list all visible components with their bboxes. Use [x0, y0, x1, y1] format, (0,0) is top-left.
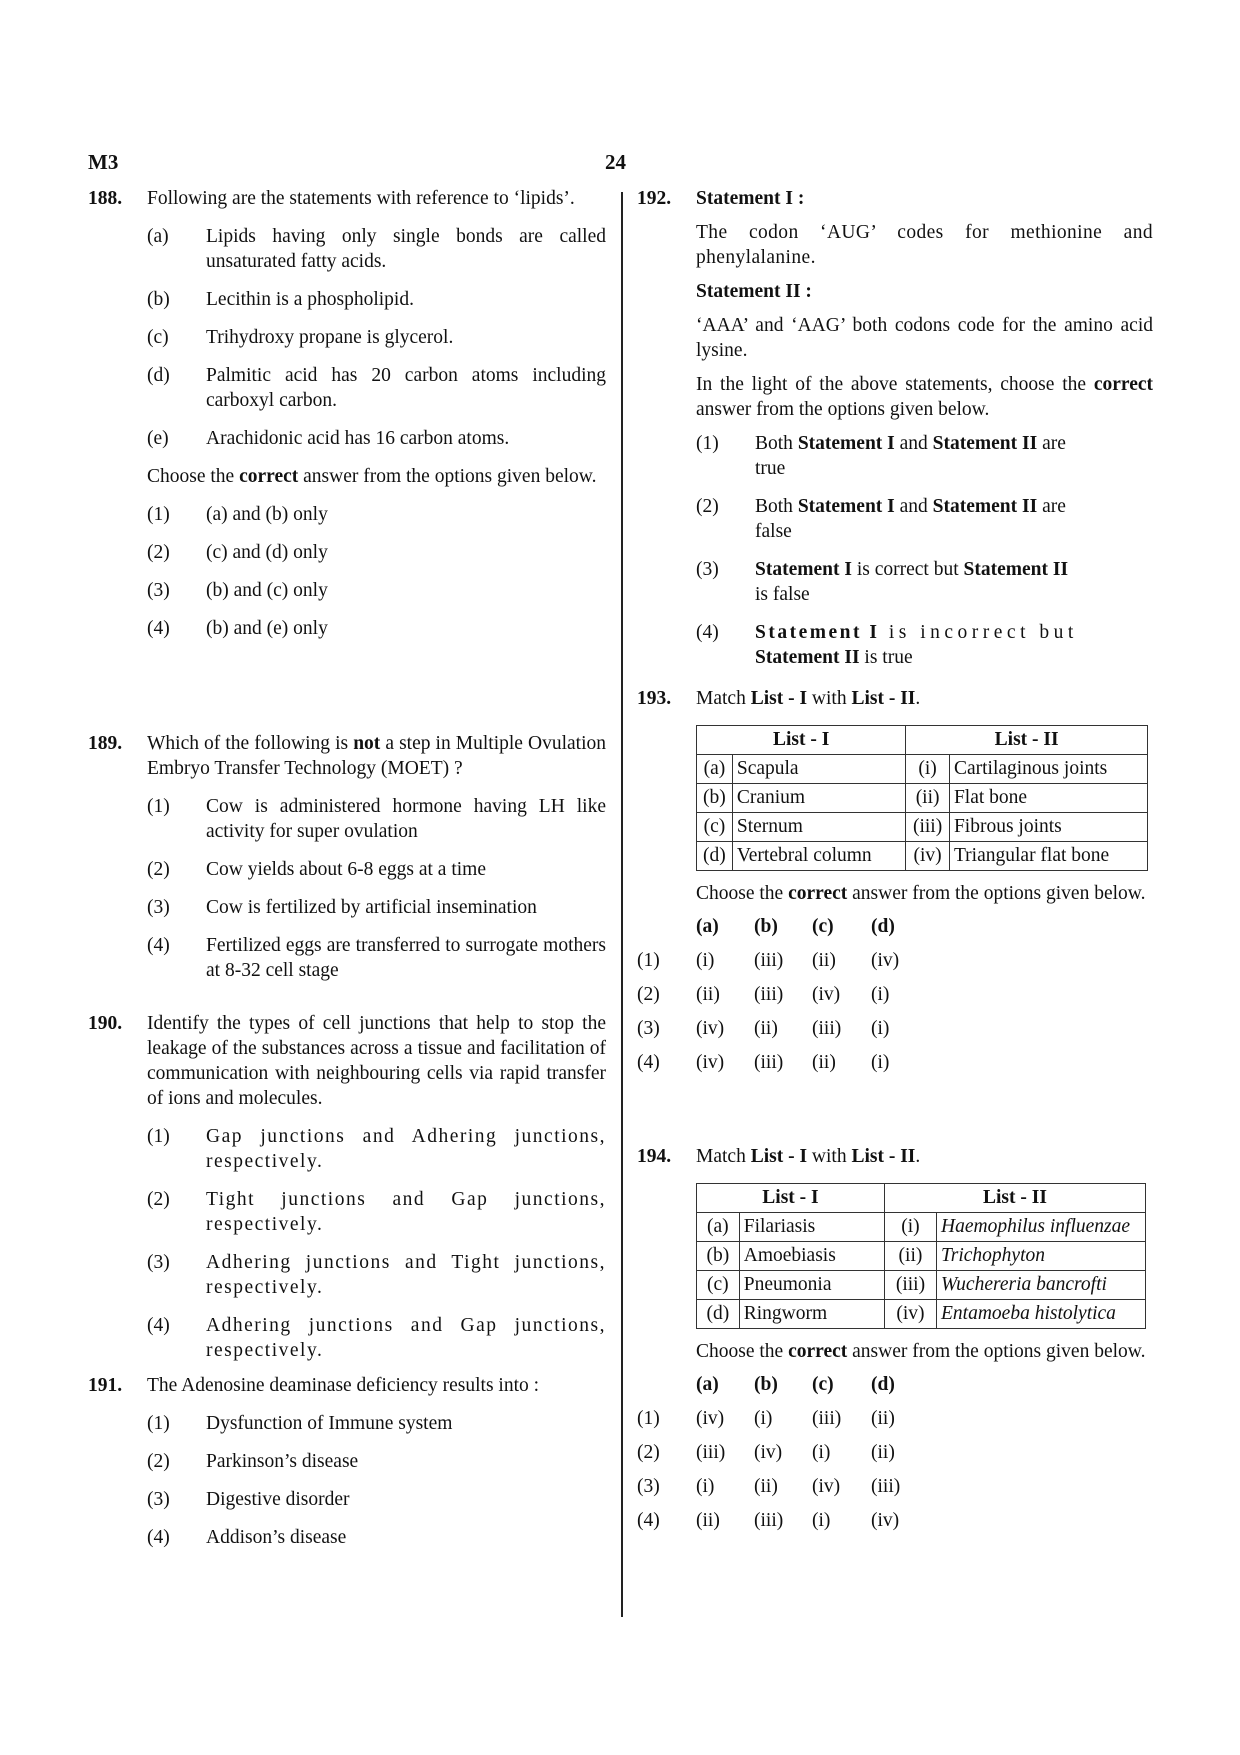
question-191 [88, 1373, 606, 1563]
statement-text: Trihydroxy propane is glycerol. [206, 327, 454, 348]
question-190 [88, 1011, 606, 1376]
choose-instruction: Choose the correct answer from the options given below. [696, 883, 1146, 904]
option-text: Both Statement I and Statement II are false [755, 496, 1066, 542]
match-table [696, 725, 1148, 871]
answer-option-1: (1) (i) (iii) (ii) (iv) [637, 950, 900, 971]
statement-e [147, 426, 606, 451]
option-3 [147, 1487, 606, 1512]
statement-1-heading: Statement I : [696, 188, 805, 209]
row-label: (i) [906, 755, 950, 784]
option-label: (4) [147, 935, 170, 956]
option-label: (3) [147, 1489, 170, 1510]
table-row [697, 784, 1148, 813]
statement-text: Lecithin is a phospholipid. [206, 289, 414, 310]
row-label: (iii) [906, 813, 950, 842]
option-label: (1) [696, 433, 719, 454]
option-3 [147, 578, 606, 603]
question-189 [88, 731, 606, 996]
question-text: Which of the following is not a step in Multiple Ovulation Embryo Transfer Technology (MOET) ? [147, 733, 606, 779]
table-row [697, 842, 1148, 871]
option-text: (a) and (b) only [206, 504, 328, 525]
question-number: 189. [88, 733, 123, 754]
question-192 [637, 186, 1153, 683]
answer-options [637, 1372, 929, 1542]
statement-label: (d) [147, 365, 170, 386]
answer-option-2: (2) (ii) (iii) (iv) (i) [637, 984, 890, 1005]
answer-options [637, 914, 929, 1084]
option-1 [147, 502, 606, 527]
list-1-item: Sternum [732, 813, 905, 842]
table-row [697, 1300, 1146, 1329]
option-text: Adhering junctions and Gap junctions, respectively. [206, 1315, 606, 1361]
option-text: (c) and (d) only [206, 542, 328, 563]
column-header: (b) [754, 916, 778, 937]
row-label: (b) [697, 1242, 740, 1271]
choose-instruction: Choose the correct answer from the options given below. [696, 1341, 1146, 1362]
list-2-item: Triangular flat bone [949, 842, 1147, 871]
answer-option-4: (4) (ii) (iii) (i) (iv) [637, 1510, 900, 1531]
option-label: (2) [696, 496, 719, 517]
row-label: (b) [697, 784, 733, 813]
column-header: (c) [812, 1374, 834, 1395]
question-number: 194. [637, 1146, 672, 1167]
statement-c [147, 325, 606, 350]
option-4 [147, 933, 606, 983]
table-row [697, 1271, 1146, 1300]
statement-text: Lipids having only single bonds are called unsaturated fatty acids. [206, 226, 606, 272]
question-text: Match List - I with List - II. [696, 688, 921, 709]
option-text: Statement I is correct but Statement II is false [755, 559, 1069, 605]
option-text: Cow yields about 6-8 eggs at a time [206, 859, 486, 880]
option-label: (1) [147, 796, 170, 817]
table-row [697, 1242, 1146, 1271]
option-label: (4) [147, 1527, 170, 1548]
answer-option-2: (2) (iii) (iv) (i) (ii) [637, 1442, 895, 1463]
option-text: Both Statement I and Statement II are true [755, 433, 1066, 479]
option-text: Adhering junctions and Tight junctions, respectively. [206, 1252, 606, 1298]
row-label: (c) [697, 1271, 740, 1300]
option-label: (1) [147, 1413, 170, 1434]
table-row [697, 1213, 1146, 1242]
option-2 [147, 857, 606, 882]
list-2-header: List - II [906, 726, 1148, 755]
list-1-item: Cranium [732, 784, 905, 813]
option-3 [147, 1250, 606, 1300]
list-2-item: Fibrous joints [949, 813, 1147, 842]
column-header: (d) [871, 916, 895, 937]
question-193 [637, 686, 1153, 1084]
row-label: (iii) [884, 1271, 936, 1300]
light-instruction: In the light of the above statements, choose the correct answer from the options given below. [696, 374, 1153, 420]
option-text: (b) and (e) only [206, 618, 328, 639]
list-1-header: List - I [697, 726, 906, 755]
list-2-header: List - II [884, 1184, 1145, 1213]
option-3 [147, 895, 606, 920]
option-text: Digestive disorder [206, 1489, 350, 1510]
row-label: (ii) [884, 1242, 936, 1271]
list-1-item: Filariasis [739, 1213, 884, 1242]
statement-label: (a) [147, 226, 169, 247]
option-text: Parkinson’s disease [206, 1451, 359, 1472]
row-label: (ii) [906, 784, 950, 813]
option-2 [147, 1187, 606, 1237]
option-label: (1) [147, 1126, 170, 1147]
option-label: (3) [147, 1252, 170, 1273]
statement-label: (c) [147, 327, 169, 348]
statement-2-heading: Statement II : [696, 281, 812, 302]
option-text: Statement I is incorrect but Statement II is true [755, 622, 1078, 668]
option-text: Tight junctions and Gap junctions, respectively. [206, 1189, 606, 1235]
list-2-item: Wuchereria bancrofti [937, 1271, 1146, 1300]
option-1 [147, 1124, 606, 1174]
row-label: (c) [697, 813, 733, 842]
list-1-item: Ringworm [739, 1300, 884, 1329]
statement-text: Palmitic acid has 20 carbon atoms including carboxyl carbon. [206, 365, 606, 411]
paper-code: M3 [88, 150, 119, 174]
option-label: (2) [147, 542, 170, 563]
list-1-item: Amoebiasis [739, 1242, 884, 1271]
option-label: (2) [147, 1189, 170, 1210]
option-label: (4) [147, 618, 170, 639]
option-4 [696, 620, 1153, 670]
column-header: (c) [812, 916, 834, 937]
option-label: (1) [147, 504, 170, 525]
column-header: (a) [696, 1374, 719, 1395]
list-2-item: Flat bone [949, 784, 1147, 813]
list-1-item: Pneumonia [739, 1271, 884, 1300]
option-label: (2) [147, 859, 170, 880]
list-2-item: Trichophyton [937, 1242, 1146, 1271]
option-text: Dysfunction of Immune system [206, 1413, 453, 1434]
option-label: (2) [147, 1451, 170, 1472]
table-row [697, 813, 1148, 842]
option-4 [147, 616, 606, 641]
statement-text: Arachidonic acid has 16 carbon atoms. [206, 428, 510, 449]
statement-label: (e) [147, 428, 169, 449]
list-2-item: Entamoeba histolytica [937, 1300, 1146, 1329]
question-number: 188. [88, 188, 123, 209]
option-label: (4) [147, 1315, 170, 1336]
question-text: The Adenosine deaminase deficiency results into : [147, 1375, 540, 1396]
column-divider [621, 192, 623, 1617]
column-header: (b) [754, 1374, 778, 1395]
statement-b [147, 287, 606, 312]
answer-header-row [637, 914, 929, 948]
answer-option-1: (1) (iv) (i) (iii) (ii) [637, 1408, 895, 1429]
list-2-item: Cartilaginous joints [949, 755, 1147, 784]
answer-option-4: (4) (iv) (iii) (ii) (i) [637, 1052, 890, 1073]
option-2 [147, 540, 606, 565]
list-2-item: Haemophilus influenzae [937, 1213, 1146, 1242]
option-4 [147, 1313, 606, 1363]
row-label: (a) [697, 1213, 740, 1242]
option-text: Cow is fertilized by artificial insemination [206, 897, 537, 918]
row-label: (iv) [906, 842, 950, 871]
option-label: (3) [147, 580, 170, 601]
question-number: 190. [88, 1013, 123, 1034]
option-text: Fertilized eggs are transferred to surrogate mothers at 8-32 cell stage [206, 935, 606, 981]
list-1-item: Vertebral column [732, 842, 905, 871]
page-number: 24 [605, 150, 626, 174]
row-label: (d) [697, 1300, 740, 1329]
match-table [696, 1183, 1146, 1329]
statement-label: (b) [147, 289, 170, 310]
option-1 [696, 431, 1153, 481]
question-text: Match List - I with List - II. [696, 1146, 921, 1167]
option-text: (b) and (c) only [206, 580, 328, 601]
row-label: (d) [697, 842, 733, 871]
option-text: Cow is administered hormone having LH like activity for super ovulation [206, 796, 606, 842]
question-number: 191. [88, 1375, 123, 1396]
option-text: Gap junctions and Adhering junctions, respectively. [206, 1126, 606, 1172]
row-label: (iv) [884, 1300, 936, 1329]
answer-option-3: (3) (iv) (ii) (iii) (i) [637, 1018, 890, 1039]
statement-1-text: The codon ‘AUG’ codes for methionine and phenylalanine. [696, 222, 1153, 268]
question-text: Identify the types of cell junctions that help to stop the leakage of the substances across a tissue and facilitation of communication with neighbouring cells via rapid transfer of ions and molecules. [147, 1013, 606, 1109]
statement-d [147, 363, 606, 413]
option-4 [147, 1525, 606, 1550]
question-number: 193. [637, 688, 672, 709]
row-label: (a) [697, 755, 733, 784]
question-194 [637, 1144, 1153, 1542]
option-label: (3) [147, 897, 170, 918]
column-header: (d) [871, 1374, 895, 1395]
option-label: (4) [696, 622, 719, 643]
statement-2-text: ‘AAA’ and ‘AAG’ both codons code for the amino acid lysine. [696, 315, 1153, 361]
row-label: (i) [884, 1213, 936, 1242]
option-2 [696, 494, 1153, 544]
question-188 [88, 186, 606, 654]
answer-header-row [637, 1372, 929, 1406]
option-text: Addison’s disease [206, 1527, 347, 1548]
list-1-item: Scapula [732, 755, 905, 784]
option-3 [696, 557, 1153, 607]
column-header: (a) [696, 916, 719, 937]
question-number: 192. [637, 188, 672, 209]
question-text: Following are the statements with reference to ‘lipids’. [147, 188, 575, 209]
choose-instruction: Choose the correct answer from the options given below. [147, 466, 597, 487]
option-1 [147, 794, 606, 844]
option-1 [147, 1411, 606, 1436]
table-row [697, 755, 1148, 784]
statement-a [147, 224, 606, 274]
list-1-header: List - I [697, 1184, 885, 1213]
answer-option-3: (3) (i) (ii) (iv) (iii) [637, 1476, 901, 1497]
option-2 [147, 1449, 606, 1474]
option-label: (3) [696, 559, 719, 580]
